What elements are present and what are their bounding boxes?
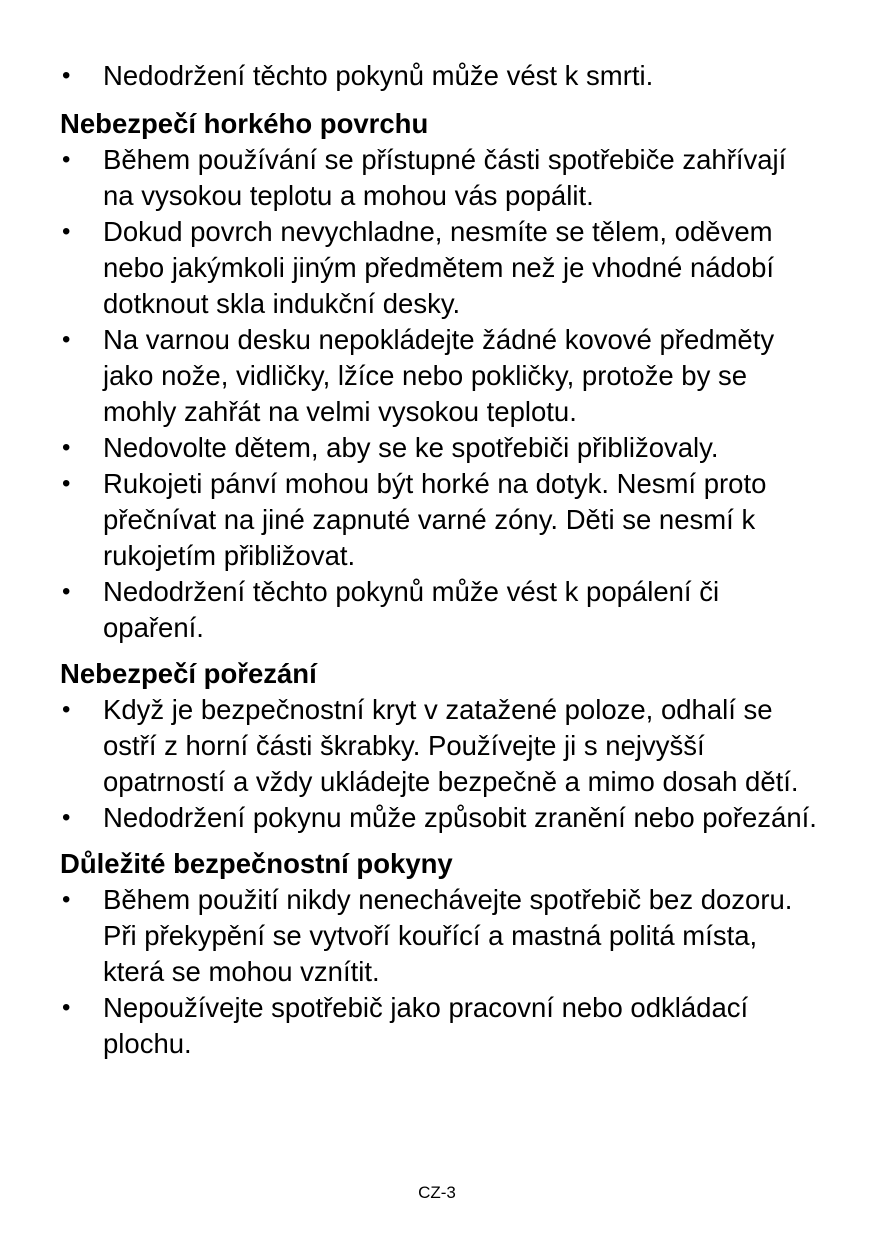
list-item	[60, 58, 820, 94]
section-hot-surface	[60, 106, 820, 646]
bullet-icon: •	[62, 470, 71, 497]
bullet-icon: •	[62, 804, 71, 831]
list-item	[60, 466, 820, 574]
list-item	[60, 692, 820, 800]
list-item-text: Nedovolte dětem, aby se ke spotřebiči přibližovaly.	[103, 432, 719, 463]
bullet-icon: •	[62, 886, 71, 913]
bullet-icon: •	[62, 326, 71, 353]
list-item-text: Nedodržení pokynu může způsobit zranění nebo pořezání.	[103, 802, 817, 833]
section-cut-hazard	[60, 656, 820, 836]
section-important-safety	[60, 846, 820, 1062]
section-heading: Důležité bezpečnostní pokyny	[60, 848, 453, 879]
bullet-list	[60, 692, 820, 836]
page-number: CZ-3	[418, 1183, 456, 1202]
list-item-text: Nepoužívejte spotřebič jako pracovní nebo odkládací plochu.	[103, 992, 749, 1059]
bullet-icon: •	[62, 62, 71, 89]
list-item-text: Nedodržení těchto pokynů může vést k smrti.	[103, 60, 654, 91]
bullet-icon: •	[62, 434, 71, 461]
section-heading: Nebezpečí horkého povrchu	[60, 108, 429, 139]
bullet-icon: •	[62, 994, 71, 1021]
list-item-text: Dokud povrch nevychladne, nesmíte se tělem, oděvem nebo jakýmkoli jiným předmětem než je vhodné nádobí dotknout skla indukční desky.	[103, 216, 775, 319]
bullet-icon: •	[62, 218, 71, 245]
list-item-text: Na varnou desku nepokládejte žádné kovové předměty jako nože, vidličky, lžíce nebo pokličky, protože by se mohly zahřát na velmi vysokou teplotu.	[103, 324, 775, 427]
list-item	[60, 882, 820, 990]
list-item-text: Během použití nikdy nenechávejte spotřebič bez dozoru. Při překypění se vytvoří kouřící a mastná politá místa, která se mohou vznítit.	[103, 884, 793, 987]
list-item	[60, 322, 820, 430]
list-item	[60, 990, 820, 1062]
bullet-icon: •	[62, 578, 71, 605]
list-item	[60, 800, 820, 836]
list-item	[60, 142, 820, 214]
intro-bullet-list	[60, 58, 820, 94]
list-item-text: Během používání se přístupné části spotřebiče zahřívají na vysokou teplotu a mohou vás popálit.	[103, 144, 787, 211]
document-page	[60, 58, 820, 1062]
section-heading: Nebezpečí pořezání	[60, 658, 317, 689]
bullet-icon: •	[62, 696, 71, 723]
list-item	[60, 430, 820, 466]
bullet-icon: •	[62, 146, 71, 173]
bullet-list	[60, 882, 820, 1062]
list-item	[60, 214, 820, 322]
bullet-list	[60, 142, 820, 646]
list-item	[60, 574, 820, 646]
list-item-text: Nedodržení těchto pokynů může vést k popálení či opaření.	[103, 576, 720, 643]
list-item-text: Když je bezpečnostní kryt v zatažené poloze, odhalí se ostří z horní části škrabky. Používejte ji s nejvyšší opatrností a vždy ukládejte bezpečně a mimo dosah dětí.	[103, 694, 799, 797]
list-item-text: Rukojeti pánví mohou být horké na dotyk. Nesmí proto přečnívat na jiné zapnuté varné zóny. Děti se nesmí k rukojetím přibližovat.	[103, 468, 767, 571]
